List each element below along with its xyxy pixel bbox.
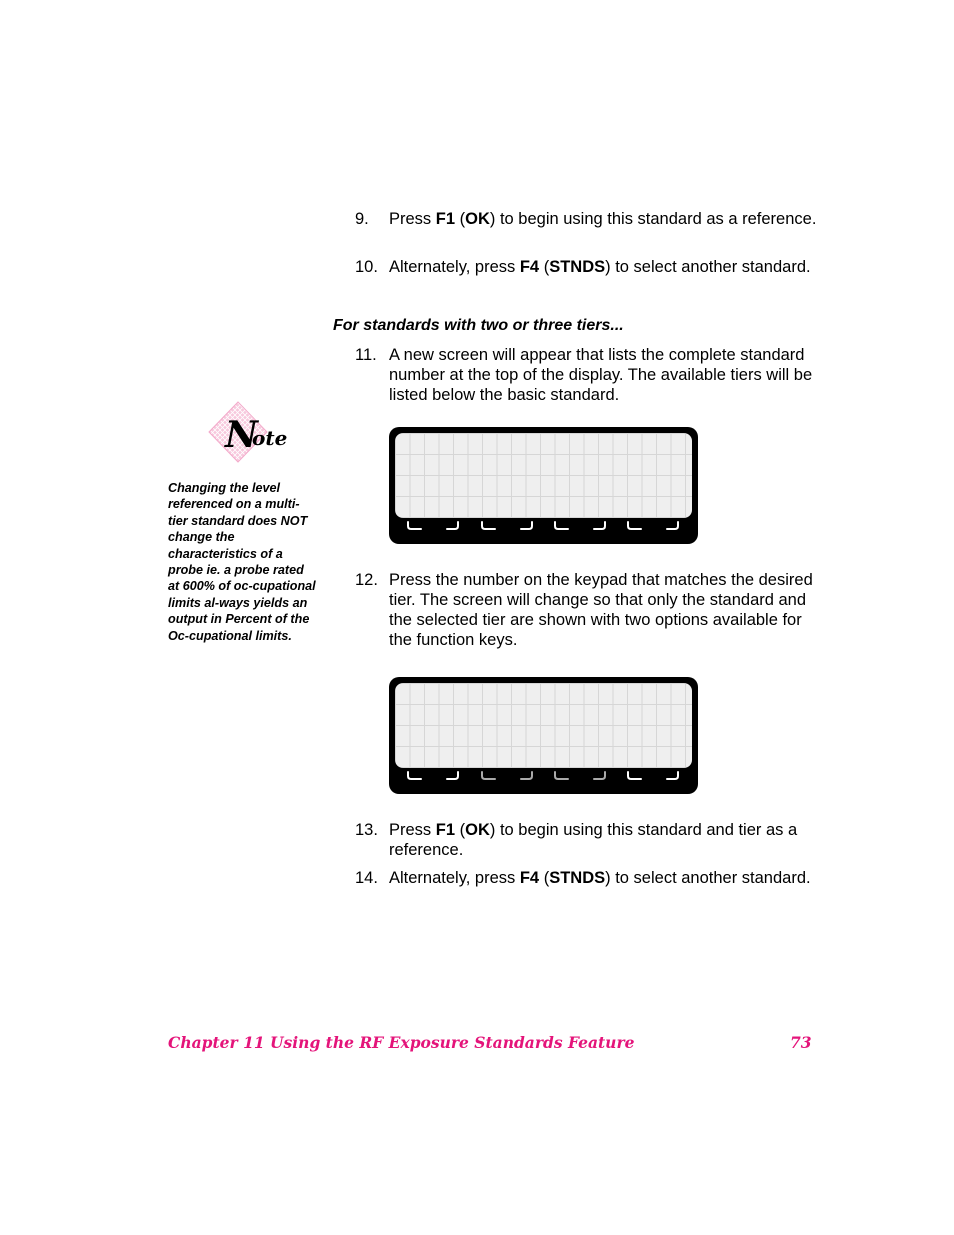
step-text-rest: ) to select another standard. bbox=[605, 869, 811, 887]
step-number: 10. bbox=[355, 258, 378, 276]
step-number: 12. bbox=[355, 571, 378, 589]
step-10 bbox=[355, 257, 825, 277]
lcd-display-2 bbox=[389, 677, 698, 794]
step-text: Alternately, press bbox=[389, 258, 520, 276]
step-number: 9. bbox=[355, 210, 369, 228]
step-9 bbox=[355, 209, 825, 229]
step-text: Press bbox=[389, 821, 436, 839]
note-logo-big-letter: N bbox=[225, 414, 258, 456]
key-name: F4 bbox=[519, 869, 540, 887]
note-diamond-icon bbox=[205, 400, 295, 464]
bracket-right-icon bbox=[667, 772, 678, 779]
key-label: STNDS bbox=[549, 258, 606, 276]
step-number: 14. bbox=[355, 869, 378, 887]
note-logo bbox=[205, 400, 295, 464]
paren: ( bbox=[455, 210, 466, 228]
bracket-left-icon bbox=[408, 522, 421, 529]
note-text: Changing the level referenced on a multi-tier standard does NOT change the characteristics of a probe ie. a probe rated at 600% of oc-cupational limits al-ways yields an output in Percent of the Oc-cupational limits. bbox=[168, 481, 316, 643]
function-key-brackets bbox=[389, 677, 698, 794]
bracket-right-icon bbox=[447, 522, 458, 529]
bracket-right-icon bbox=[594, 522, 605, 529]
subheading: For standards with two or three tiers... bbox=[333, 317, 624, 334]
page-number: 73 bbox=[790, 1033, 812, 1052]
key-name: F4 bbox=[519, 258, 540, 276]
bracket-left-icon bbox=[555, 522, 568, 529]
step-11 bbox=[355, 345, 825, 405]
bracket-left-icon bbox=[482, 772, 495, 779]
step-14 bbox=[355, 868, 825, 888]
step-text-rest: ) to begin using this standard and tier as a reference. bbox=[389, 821, 798, 859]
footer-chapter-title: Chapter 11 Using the RF Exposure Standards Feature bbox=[168, 1033, 635, 1052]
paren: ( bbox=[539, 869, 550, 887]
step-text: Press bbox=[389, 210, 436, 228]
bracket-left-icon bbox=[628, 522, 641, 529]
step-text: Alternately, press bbox=[389, 869, 520, 887]
function-key-brackets bbox=[389, 427, 698, 544]
bracket-left-icon bbox=[482, 522, 495, 529]
key-label: OK bbox=[465, 821, 490, 839]
paren: ( bbox=[455, 821, 466, 839]
step-13 bbox=[355, 820, 825, 860]
key-name: F1 bbox=[435, 210, 456, 228]
step-number: 11. bbox=[355, 346, 377, 364]
key-label: STNDS bbox=[549, 869, 606, 887]
note-logo-rest: ote bbox=[252, 426, 288, 450]
bracket-right-icon bbox=[521, 522, 532, 529]
bracket-left-icon bbox=[408, 772, 421, 779]
step-12 bbox=[355, 570, 825, 650]
step-number: 13. bbox=[355, 821, 378, 839]
step-text-rest: ) to begin using this standard as a reference. bbox=[489, 210, 817, 228]
bracket-right-icon bbox=[447, 772, 458, 779]
step-text: A new screen will appear that lists the complete standard number at the top of the display. The available tiers will be listed below the basic standard. bbox=[389, 346, 813, 404]
bracket-right-icon bbox=[594, 772, 605, 779]
paren: ( bbox=[539, 258, 550, 276]
key-label: OK bbox=[465, 210, 490, 228]
step-text-rest: ) to select another standard. bbox=[605, 258, 811, 276]
key-name: F1 bbox=[435, 821, 456, 839]
step-text: Press the number on the keypad that matches the desired tier. The screen will change so that only the standard and the selected tier are shown with two options available for the function keys. bbox=[389, 571, 813, 649]
bracket-right-icon bbox=[521, 772, 532, 779]
bracket-left-icon bbox=[628, 772, 641, 779]
lcd-display-1 bbox=[389, 427, 698, 544]
bracket-left-icon bbox=[555, 772, 568, 779]
bracket-right-icon bbox=[667, 522, 678, 529]
